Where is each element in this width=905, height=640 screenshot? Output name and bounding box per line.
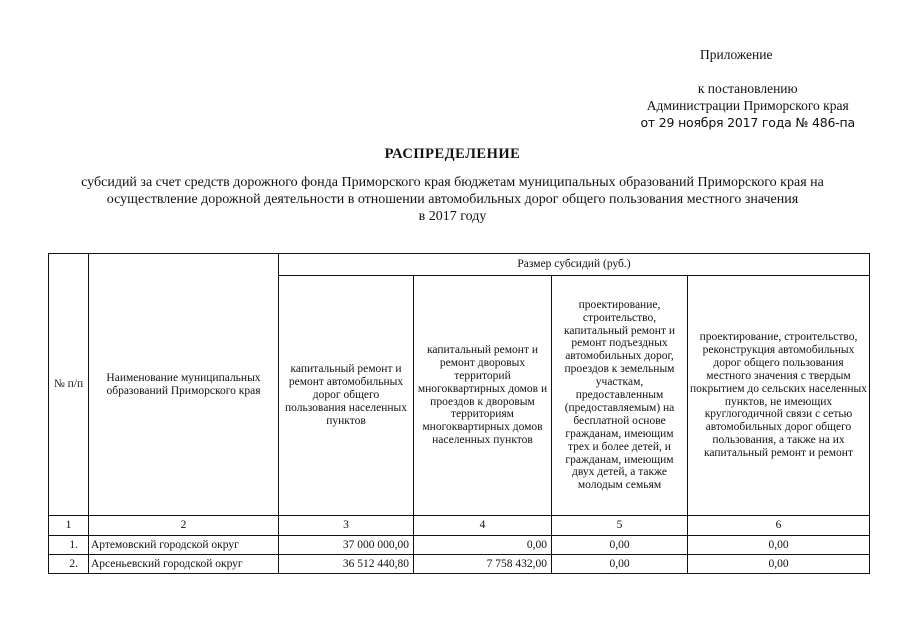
row-col3: 36 512 440,80 bbox=[279, 555, 414, 574]
row-col6: 0,00 bbox=[688, 536, 870, 555]
subtitle-line-3: в 2017 году bbox=[418, 209, 487, 224]
header-col3: капитальный ремонт и ремонт автомобильных дорог общего пользования населенных пунктов bbox=[279, 276, 414, 516]
header-num: № п/п bbox=[49, 254, 89, 516]
row-col4: 7 758 432,00 bbox=[414, 555, 552, 574]
numbering-cell: 2 bbox=[89, 516, 279, 536]
subsidy-table bbox=[48, 253, 870, 574]
document-subtitle bbox=[20, 174, 885, 225]
header-col4: капитальный ремонт и ремонт дворовых территорий многоквартирных домов и проездов к дворовым территориям многоквартирных домов населенных пунктов bbox=[414, 276, 552, 516]
subtitle-line-1: субсидий за счет средств дорожного фонда Приморского края бюджетам муниципальных образований Приморского края на bbox=[81, 175, 824, 190]
header-subsidy-size: Размер субсидий (руб.) bbox=[279, 254, 870, 276]
row-num: 2. bbox=[49, 555, 89, 574]
appendix-label: Приложение bbox=[700, 47, 773, 62]
decree-line-1: к постановлению bbox=[697, 81, 798, 96]
numbering-cell: 3 bbox=[279, 516, 414, 536]
row-col4: 0,00 bbox=[414, 536, 552, 555]
row-num: 1. bbox=[49, 536, 89, 555]
decree-date-line: от 29 ноября 2017 года № 486-па bbox=[640, 115, 855, 130]
table-row bbox=[49, 555, 870, 574]
row-col3: 37 000 000,00 bbox=[279, 536, 414, 555]
row-col6: 0,00 bbox=[688, 555, 870, 574]
numbering-cell: 4 bbox=[414, 516, 552, 536]
header-name: Наименование муниципальных образований Приморского края bbox=[89, 254, 279, 516]
row-name: Арсеньевский городской округ bbox=[89, 555, 279, 574]
header-col5: проектирование, строительство, капитальный ремонт и ремонт подъездных автомобильных дорог, проездов к земельным участкам, предоставленным (предоставляемым) на бесплатной основе гражданам, имеющим трех и более детей, и гражданам, имеющим двух детей, а также молодым семьям bbox=[552, 276, 688, 516]
header-col6: проектирование, строительство, реконструкция автомобильных дорог общего пользования местного значения с твердым покрытием до сельских населенных пунктов, не имеющих круглогодичной связи с сетью автомобильных дорог общего пользования, а также на их капитальный ремонт и ремонт bbox=[688, 276, 870, 516]
numbering-cell: 5 bbox=[552, 516, 688, 536]
row-name: Артемовский городской округ bbox=[89, 536, 279, 555]
document-title: РАСПРЕДЕЛЕНИЕ bbox=[384, 146, 521, 162]
row-col5: 0,00 bbox=[552, 536, 688, 555]
subtitle-line-2: осуществление дорожной деятельности в отношении автомобильных дорог общего пользования местного значения bbox=[106, 192, 799, 207]
numbering-row bbox=[49, 516, 870, 536]
row-col5: 0,00 bbox=[552, 555, 688, 574]
numbering-cell: 1 bbox=[49, 516, 89, 536]
decree-reference bbox=[640, 80, 855, 131]
table-header-row-1 bbox=[49, 254, 870, 276]
table-row bbox=[49, 536, 870, 555]
decree-line-2: Администрации Приморского края bbox=[646, 98, 849, 113]
numbering-cell: 6 bbox=[688, 516, 870, 536]
